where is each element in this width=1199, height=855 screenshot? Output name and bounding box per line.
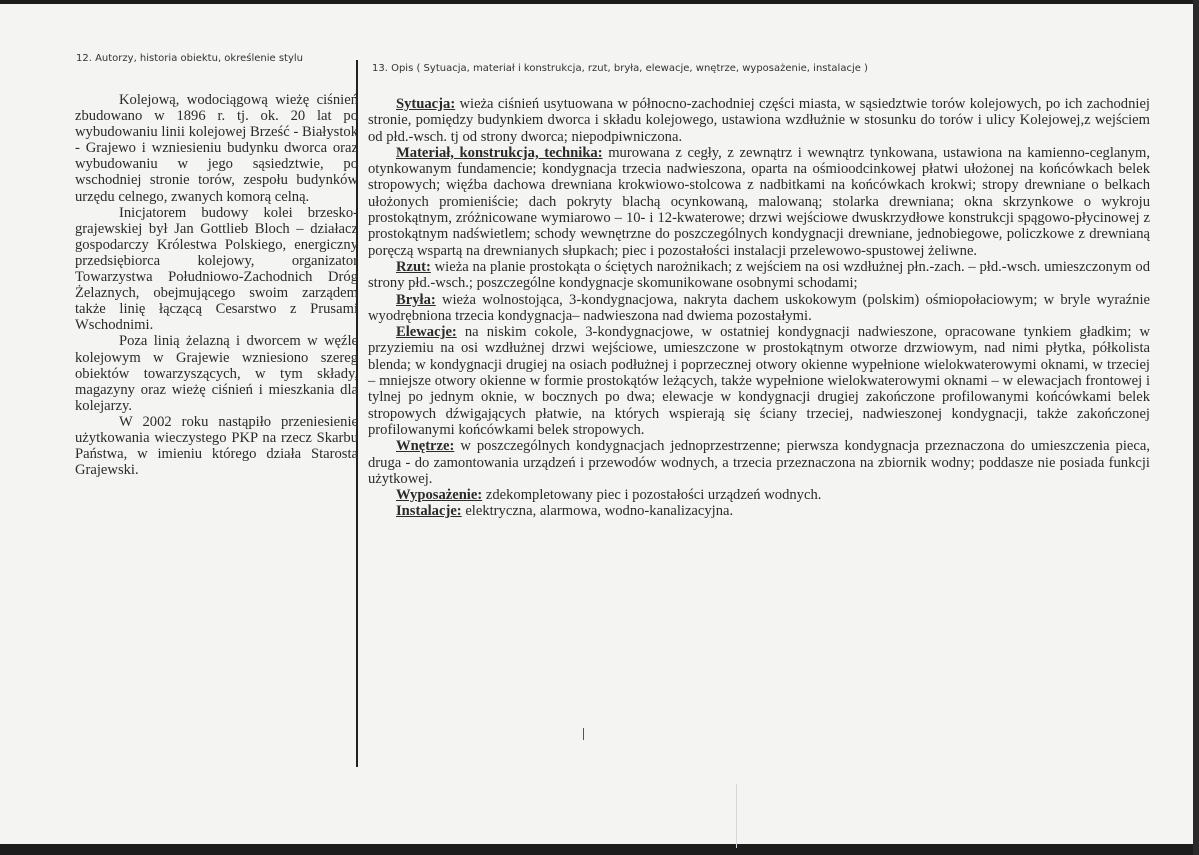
scanned-page <box>0 4 1193 844</box>
entry-elevations <box>368 324 1150 438</box>
history-paragraph: Inicjatorem budowy kolei brzesko-grajewskiej był Jan Gottlieb Bloch – działacz gospodarczy Królestwa Polskiego, energiczny przedsiębiorca kolejowy, organizator Towarzystwa Południowo-Zachodnich Dróg Żelaznych, obejmującego swoim zarządem także linię łączącą Cesarstwo z Prusami Wschodnimi. <box>75 204 358 334</box>
entry-text: wieża wolnostojąca, 3-kondygnacjowa, nakryta dachem uskokowym (polskim) ośmiopołaciowym; w bryle wyraźnie wyodrębniona trzecia kondygnacja– nadwieszona nad dwiema pozostałymi. <box>368 291 1150 324</box>
history-paragraph: Poza linią żelazną i dworcem w węźle kolejowym w Grajewie wzniesiono szereg obiektów towarzyszących, w tym składy, magazyny oraz wieżę ciśnień i mieszkania dla kolejarzy. <box>75 333 358 414</box>
entry-label: Elewacje: <box>396 324 457 341</box>
description-column <box>368 96 1150 520</box>
section-12-heading: 12. Autorzy, historia obiektu, określenie stylu <box>76 53 304 64</box>
entry-form <box>368 292 1150 325</box>
entry-plan <box>368 259 1150 292</box>
entry-text: elektryczna, alarmowa, wodno-kanalizacyjna. <box>461 503 734 520</box>
history-column <box>75 92 358 478</box>
scan-edge <box>1193 0 1199 855</box>
page-fold-line <box>736 784 737 848</box>
entry-text: w poszczególnych kondygnacjach jednoprzestrzenne; pierwsza kondygnacja przeznaczona do umieszczenia pieca, druga - do zamontowania urządzeń i przewodów wodnych, a trzecia przeznaczona na zbiornik wodny; poddasze nie posiada funkcji użytkowej. <box>368 438 1150 487</box>
entry-text: wieża na planie prostokąta o ściętych narożnikach; z wejściem na osi wzdłużnej płn.-zach. – płd.-wsch. umieszczonym od strony płd.-wsch.; poszczególne kondygnacje skomunikowane osobnymi schodami; <box>368 258 1150 292</box>
entry-label: Wnętrze: <box>396 438 455 455</box>
section-13-heading: 13. Opis ( Sytuacja, materiał i konstrukcja, rzut, bryła, elewacje, wnętrze, wyposażenie, instalacje ) <box>372 63 868 74</box>
entry-installations <box>368 503 1150 519</box>
entry-text: murowana z cegły, z zewnątrz i wewnątrz tynkowana, ustawiona na kamienno-ceglanym, otynkowanym fundamencie; kondygnacja trzecia nadwieszona, oparta na ośmioodcinkowej płatwi ułożonej na końcówkach belek stropowych; więźba dachowa drewniana krokwiowo-stolcowa z nadbitkami na końcówkach krokwi; stropy drewniane o belkach ułożonych promieniście; dach pokryty blachą ocynkowaną, malowaną; stolarka drewniana; okna skrzynkowe o wykroju prostokątnym, zróżnicowane wymiarowo – 10- i 12-kwaterowe; drzwi wejściowe dwuskrzydłowe konstrukcji spągowo-płycinowej z prostokątnym nadświetlem; schody wewnętrzne do poszczególnych kondygnacji drewniane, jednobiegowe, policzkowe z drewnianą poręczą wspartą na drewnianych słupkach; piec i pozostałości instalacji przelewowo-spustowej żeliwne. <box>368 144 1150 259</box>
entry-material <box>368 145 1150 259</box>
entry-situation <box>368 96 1150 145</box>
entry-text: zdekompletowany piec i pozostałości urządzeń wodnych. <box>482 487 822 504</box>
scan-mark <box>583 728 584 740</box>
entry-text: na niskim cokole, 3-kondygnacjowe, w ostatniej kondygnacji nadwieszone, opracowane tynkiem gładkim; w przyziemiu na osi wzdłużnej drzwi wejściowe, umieszczone w prostokątnym otworze drzwiowym, nad nimi płytka, półkolista blenda; w kondygnacji drugiej na osiach podłużnej i poprzecznej otwory okienne wypełnione wielokwaterowymi oknami, w trzeciej – mniejsze otwory okienne w formie prostokątów leżących, także wypełnione wielokwaterowymi oknami – w elewacjach frontowej i tylnej po jednym oknie, w bocznych po dwa; elewacje w kondygnacji drugiej zakończone profilowanymi końcówkami belek stropowych dźwigających płatwie, na których wspierają się ściany trzeciej, nadwieszonej kondygnacji, także zakończonej profilowanymi końcówkami belek stropowych. <box>368 324 1150 438</box>
entry-label: Bryła: <box>396 291 436 308</box>
entry-equipment <box>368 487 1150 503</box>
entry-interior <box>368 438 1150 487</box>
entry-label: Wyposażenie: <box>396 487 483 504</box>
entry-label: Sytuacja: <box>396 96 456 112</box>
history-paragraph: Kolejową, wodociągową wieżę ciśnień zbudowano w 1896 r. tj. ok. 20 lat po wybudowaniu linii kolejowej Brześć - Białystok - Grajewo i wzniesieniu budynku dworca oraz wybudowaniu w jego sąsiedztwie, po wschodniej stronie torów, zespołu budynków urzędu celnego, zwanych komorą celną. <box>75 92 358 205</box>
entry-text: wieża ciśnień usytuowana w północno-zachodniej części miasta, w sąsiedztwie torów kolejowych, po ich zachodniej stronie, pomiędzy budynkiem dworca i składu kolejowego, ustawiona wzdłużnie w stosunku do torów i ulicy Kolejowej,z wejściem od płd.-wsch. tj od strony dworca; niepodpiwniczona. <box>368 96 1150 145</box>
entry-label: Rzut: <box>396 258 431 275</box>
history-paragraph: W 2002 roku nastąpiło przeniesienie użytkowania wieczystego PKP na rzecz Skarbu Państwa, w imieniu którego działa Starosta Grajewski. <box>75 413 358 479</box>
entry-label: Materiał, konstrukcja, technika: <box>396 144 603 161</box>
entry-label: Instalacje: <box>396 503 462 520</box>
